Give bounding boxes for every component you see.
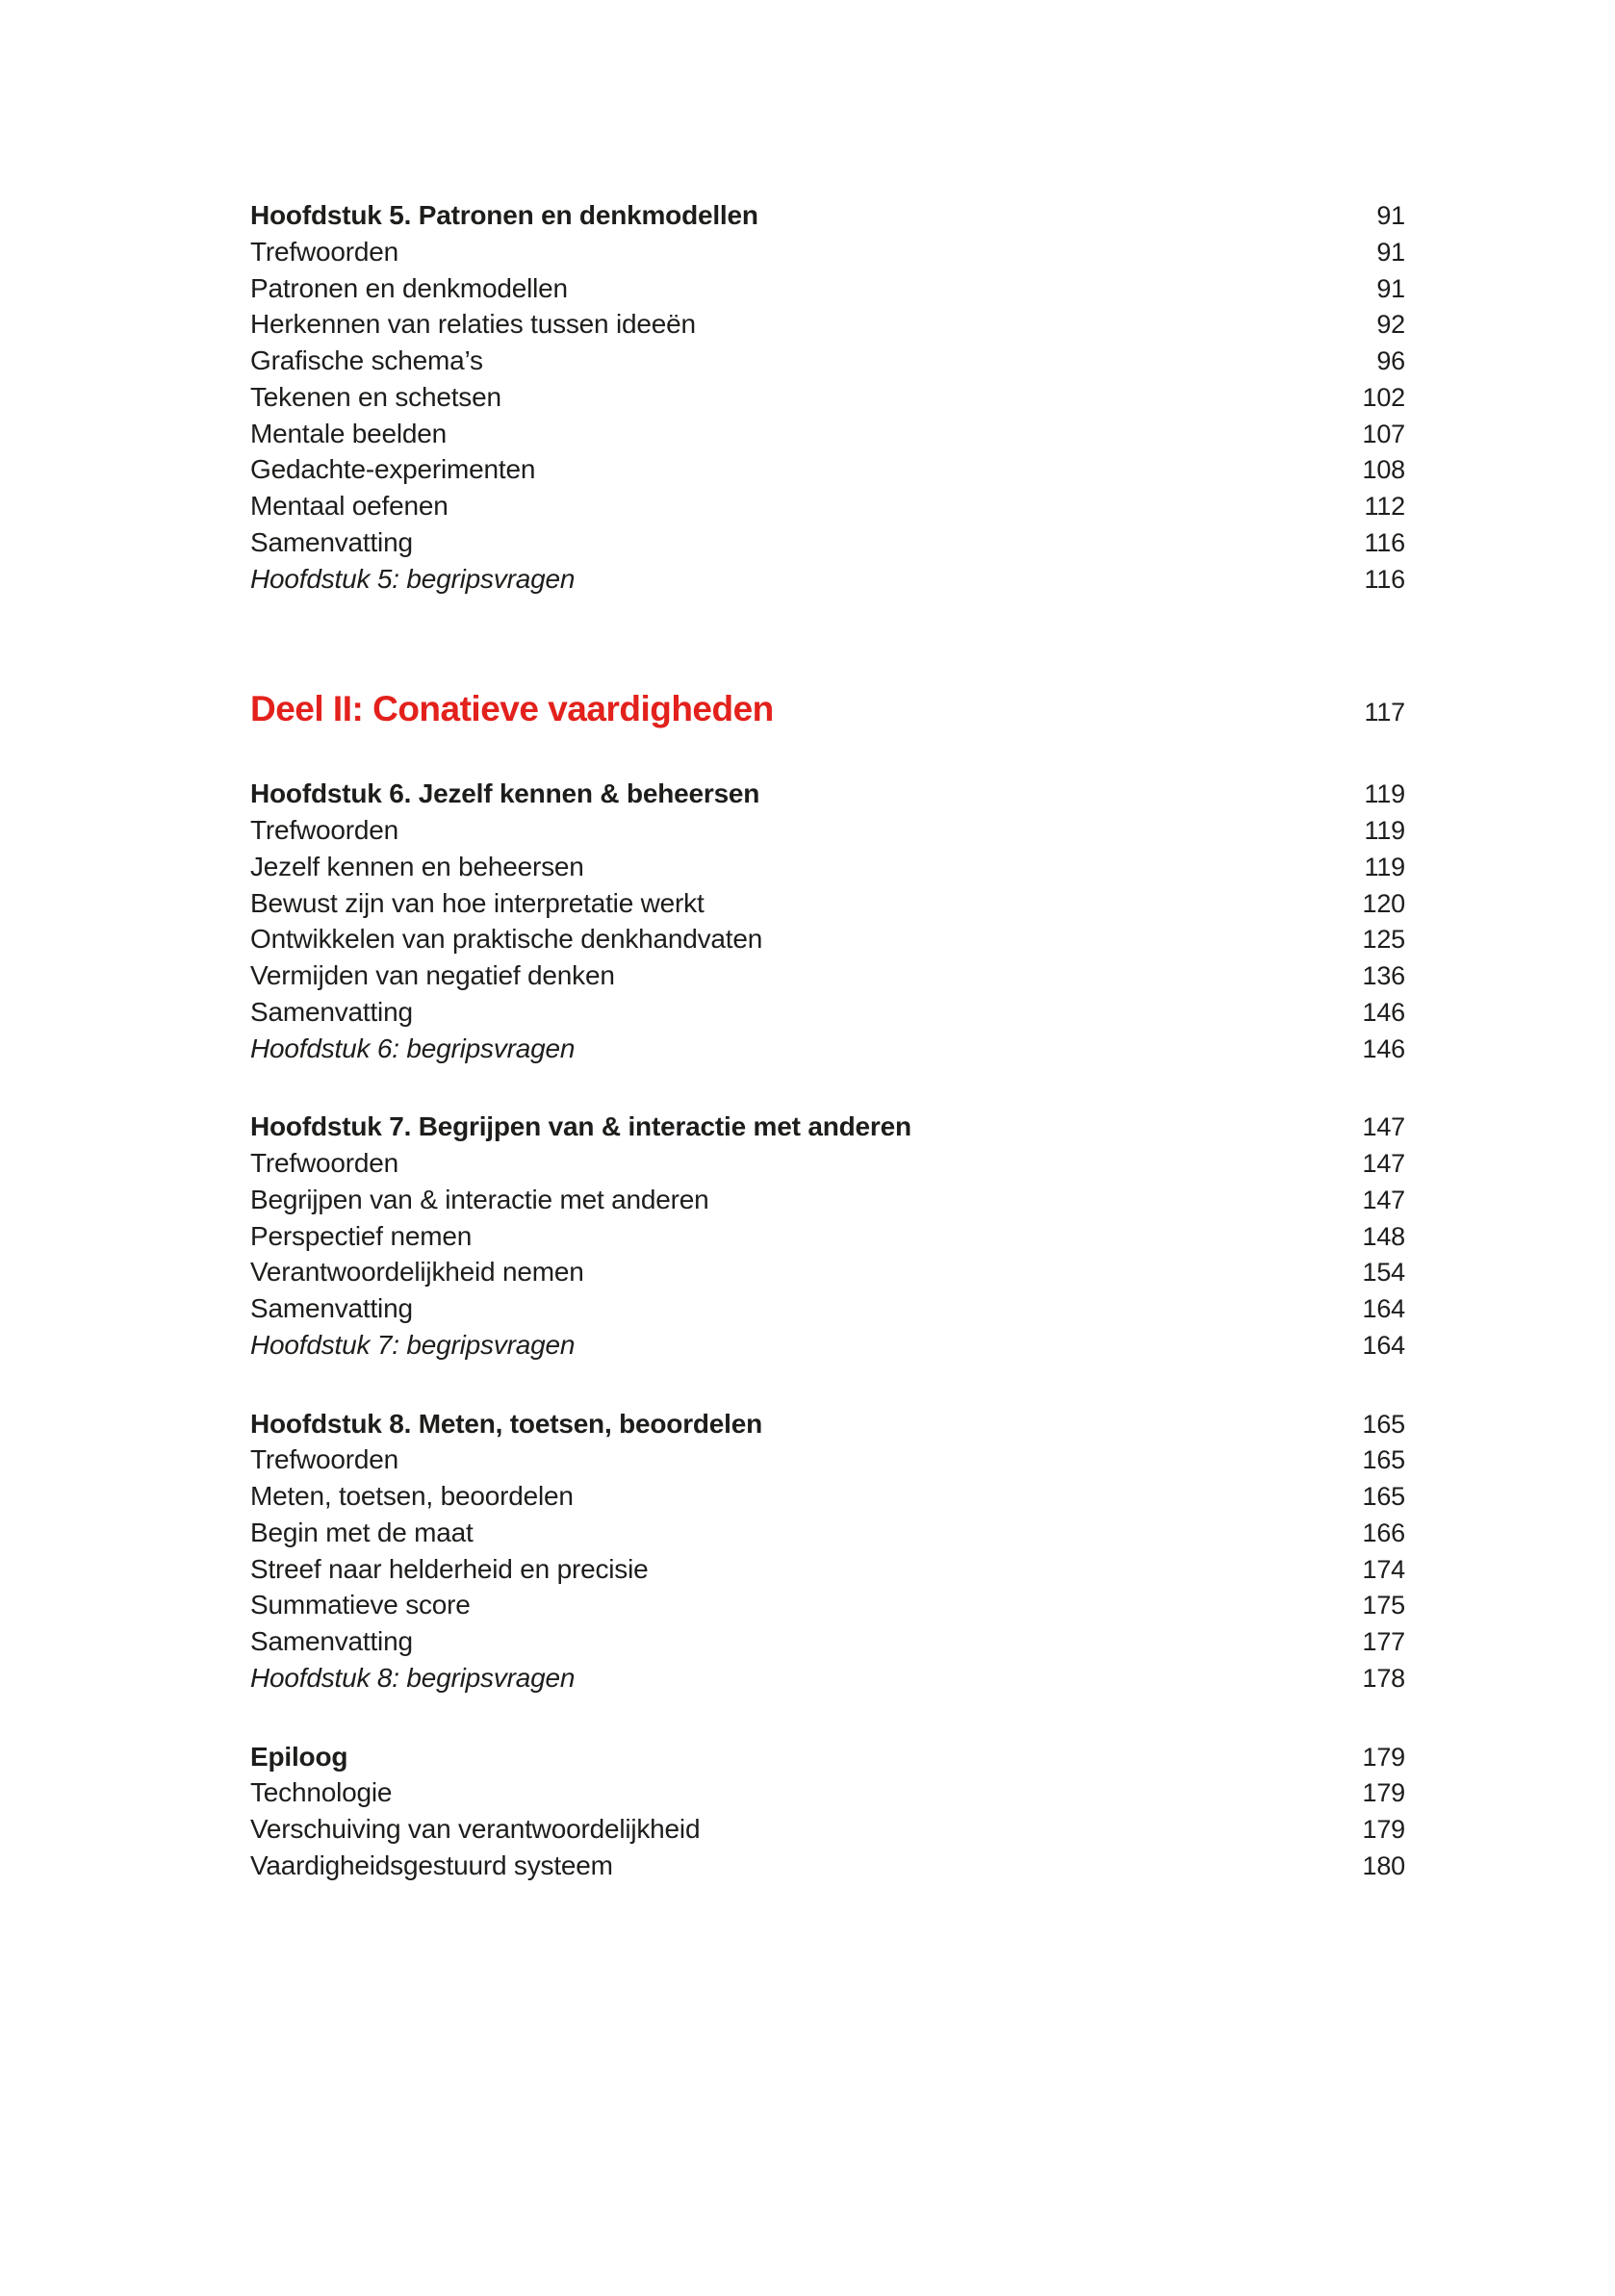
- toc-chapter-section: [250, 1109, 1405, 1363]
- page-number: 125: [1362, 925, 1405, 955]
- page-number: 91: [1376, 201, 1405, 230]
- toc-entry-row: [250, 1478, 1405, 1515]
- page-number: 120: [1362, 888, 1405, 918]
- toc-entry-row: [250, 524, 1405, 561]
- page-number: 175: [1362, 1591, 1405, 1620]
- page-number: 136: [1362, 961, 1405, 990]
- entry-title: Samenvatting: [250, 996, 413, 1027]
- entry-title: Summatieve score: [250, 1590, 471, 1620]
- entry-title: Perspectief nemen: [250, 1220, 473, 1251]
- entry-title: Hoofdstuk 6: begripsvragen: [250, 1033, 576, 1063]
- entry-title: Patronen en denkmodellen: [250, 272, 568, 303]
- entry-title: Mentale beelden: [250, 418, 448, 448]
- toc-chapter-heading-row: [250, 776, 1405, 812]
- toc-entry-row: [250, 1145, 1405, 1182]
- page-number: 91: [1376, 237, 1405, 267]
- page-number: 107: [1362, 419, 1405, 448]
- toc-chapter-heading-row: [250, 1739, 1405, 1775]
- page-number: 146: [1362, 1033, 1405, 1063]
- toc-entry-row: [250, 1218, 1405, 1255]
- entry-title: Trefwoorden: [250, 1444, 398, 1475]
- toc-entry-row: [250, 343, 1405, 379]
- page-number: 119: [1364, 816, 1405, 845]
- page-number: 179: [1362, 1778, 1405, 1808]
- chapter-title: Hoofdstuk 8. Meten, toetsen, beoordelen: [250, 1408, 763, 1439]
- page-number: 108: [1362, 455, 1405, 485]
- toc-entry-row: [250, 451, 1405, 488]
- page-number: 112: [1364, 492, 1405, 521]
- entry-title: Samenvatting: [250, 1293, 413, 1323]
- page-number: 116: [1364, 564, 1405, 594]
- entry-title: Trefwoorden: [250, 815, 398, 845]
- entry-title: Meten, toetsen, beoordelen: [250, 1481, 574, 1511]
- page-number: 147: [1362, 1112, 1405, 1142]
- toc-chapter-section: [250, 1739, 1405, 1884]
- toc-entry-row: [250, 1441, 1405, 1478]
- toc-entry-row: [250, 1774, 1405, 1811]
- entry-title: Samenvatting: [250, 526, 413, 557]
- toc-part-heading-row: [250, 685, 1405, 733]
- page-number: 146: [1362, 997, 1405, 1027]
- entry-title: Trefwoorden: [250, 1148, 398, 1178]
- page-number: 180: [1362, 1850, 1405, 1880]
- toc-entry-row: [250, 1515, 1405, 1551]
- toc-entry-row: [250, 306, 1405, 343]
- entry-title: Technologie: [250, 1777, 393, 1808]
- page-number: 119: [1364, 852, 1405, 881]
- toc-entry-row: [250, 849, 1405, 885]
- toc-part-section: [250, 685, 1405, 733]
- toc-entry-row: [250, 379, 1405, 416]
- chapter-title: Hoofdstuk 5. Patronen en denkmodellen: [250, 200, 758, 230]
- toc-entry-row: [250, 957, 1405, 994]
- page-number: 147: [1362, 1185, 1405, 1214]
- entry-title: Streef naar helderheid en precisie: [250, 1553, 649, 1584]
- page-number: 165: [1362, 1445, 1405, 1475]
- toc-chapter-heading-row: [250, 1109, 1405, 1145]
- page-number: 96: [1376, 346, 1405, 375]
- page-number: 164: [1362, 1330, 1405, 1360]
- toc-entry-row: [250, 1587, 1405, 1623]
- toc-entry-row: [250, 234, 1405, 270]
- page-number: 177: [1362, 1627, 1405, 1656]
- toc-entry-row: [250, 1660, 1405, 1696]
- toc-entry-row: [250, 1623, 1405, 1660]
- toc-entry-row: [250, 1848, 1405, 1884]
- toc-chapter-heading-row: [250, 1406, 1405, 1442]
- toc-chapter-section: [250, 776, 1405, 1066]
- entry-title: Bewust zijn van hoe interpretatie werkt: [250, 887, 705, 918]
- toc-entry-row: [250, 270, 1405, 307]
- entry-title: Trefwoorden: [250, 236, 398, 267]
- page-number: 102: [1362, 382, 1405, 412]
- entry-title: Samenvatting: [250, 1626, 413, 1656]
- toc-chapter-section: [250, 1406, 1405, 1696]
- page-number: 174: [1362, 1554, 1405, 1584]
- page-number: 147: [1362, 1149, 1405, 1178]
- page-number: 91: [1376, 273, 1405, 303]
- entry-title: Hoofdstuk 8: begripsvragen: [250, 1662, 576, 1693]
- toc-entry-row: [250, 1327, 1405, 1364]
- chapter-title: Hoofdstuk 7. Begrijpen van & interactie met anderen: [250, 1111, 911, 1142]
- entry-title: Verantwoordelijkheid nemen: [250, 1257, 584, 1288]
- toc-entry-row: [250, 812, 1405, 849]
- page-number: 116: [1364, 527, 1405, 557]
- entry-title: Herkennen van relaties tussen ideeën: [250, 309, 696, 340]
- entry-title: Vaardigheidsgestuurd systeem: [250, 1850, 613, 1880]
- chapter-title: Hoofdstuk 6. Jezelf kennen & beheersen: [250, 778, 760, 809]
- toc-entry-row: [250, 1551, 1405, 1588]
- entry-title: Verschuiving van verantwoordelijkheid: [250, 1814, 701, 1844]
- page-number: 166: [1362, 1518, 1405, 1547]
- entry-title: Gedachte-experimenten: [250, 454, 536, 485]
- page-number: 148: [1362, 1221, 1405, 1251]
- page-number: 179: [1362, 1742, 1405, 1772]
- toc-entry-row: [250, 561, 1405, 598]
- table-of-contents: [250, 197, 1405, 1884]
- toc-entry-row: [250, 994, 1405, 1031]
- entry-title: Hoofdstuk 7: begripsvragen: [250, 1329, 576, 1360]
- toc-entry-row: [250, 1254, 1405, 1290]
- toc-entry-row: [250, 921, 1405, 957]
- toc-chapter-section: [250, 197, 1405, 597]
- page-number: 179: [1362, 1815, 1405, 1844]
- entry-title: Grafische schema’s: [250, 345, 483, 375]
- toc-entry-row: [250, 1182, 1405, 1218]
- page-number: 178: [1362, 1663, 1405, 1693]
- toc-entry-row: [250, 416, 1405, 452]
- entry-title: Ontwikkelen van praktische denkhandvaten: [250, 924, 763, 955]
- entry-title: Mentaal oefenen: [250, 491, 449, 521]
- entry-title: Begin met de maat: [250, 1517, 474, 1547]
- part-title: Deel II: Conatieve vaardigheden: [250, 689, 774, 729]
- toc-entry-row: [250, 1031, 1405, 1067]
- entry-title: Jezelf kennen en beheersen: [250, 851, 584, 881]
- page-number: 117: [1364, 698, 1405, 727]
- entry-title: Vermijden van negatief denken: [250, 960, 615, 990]
- entry-title: Tekenen en schetsen: [250, 381, 501, 412]
- page-number: 165: [1362, 1482, 1405, 1511]
- page-number: 92: [1376, 310, 1405, 340]
- toc-chapter-heading-row: [250, 197, 1405, 234]
- toc-entry-row: [250, 885, 1405, 922]
- chapter-title: Epiloog: [250, 1741, 348, 1772]
- page-number: 164: [1362, 1294, 1405, 1323]
- entry-title: Begrijpen van & interactie met anderen: [250, 1184, 709, 1214]
- page-number: 165: [1362, 1409, 1405, 1439]
- entry-title: Hoofdstuk 5: begripsvragen: [250, 563, 576, 594]
- page-number: 154: [1362, 1258, 1405, 1288]
- toc-entry-row: [250, 1811, 1405, 1848]
- toc-entry-row: [250, 1290, 1405, 1327]
- page-number: 119: [1364, 779, 1405, 809]
- toc-entry-row: [250, 488, 1405, 524]
